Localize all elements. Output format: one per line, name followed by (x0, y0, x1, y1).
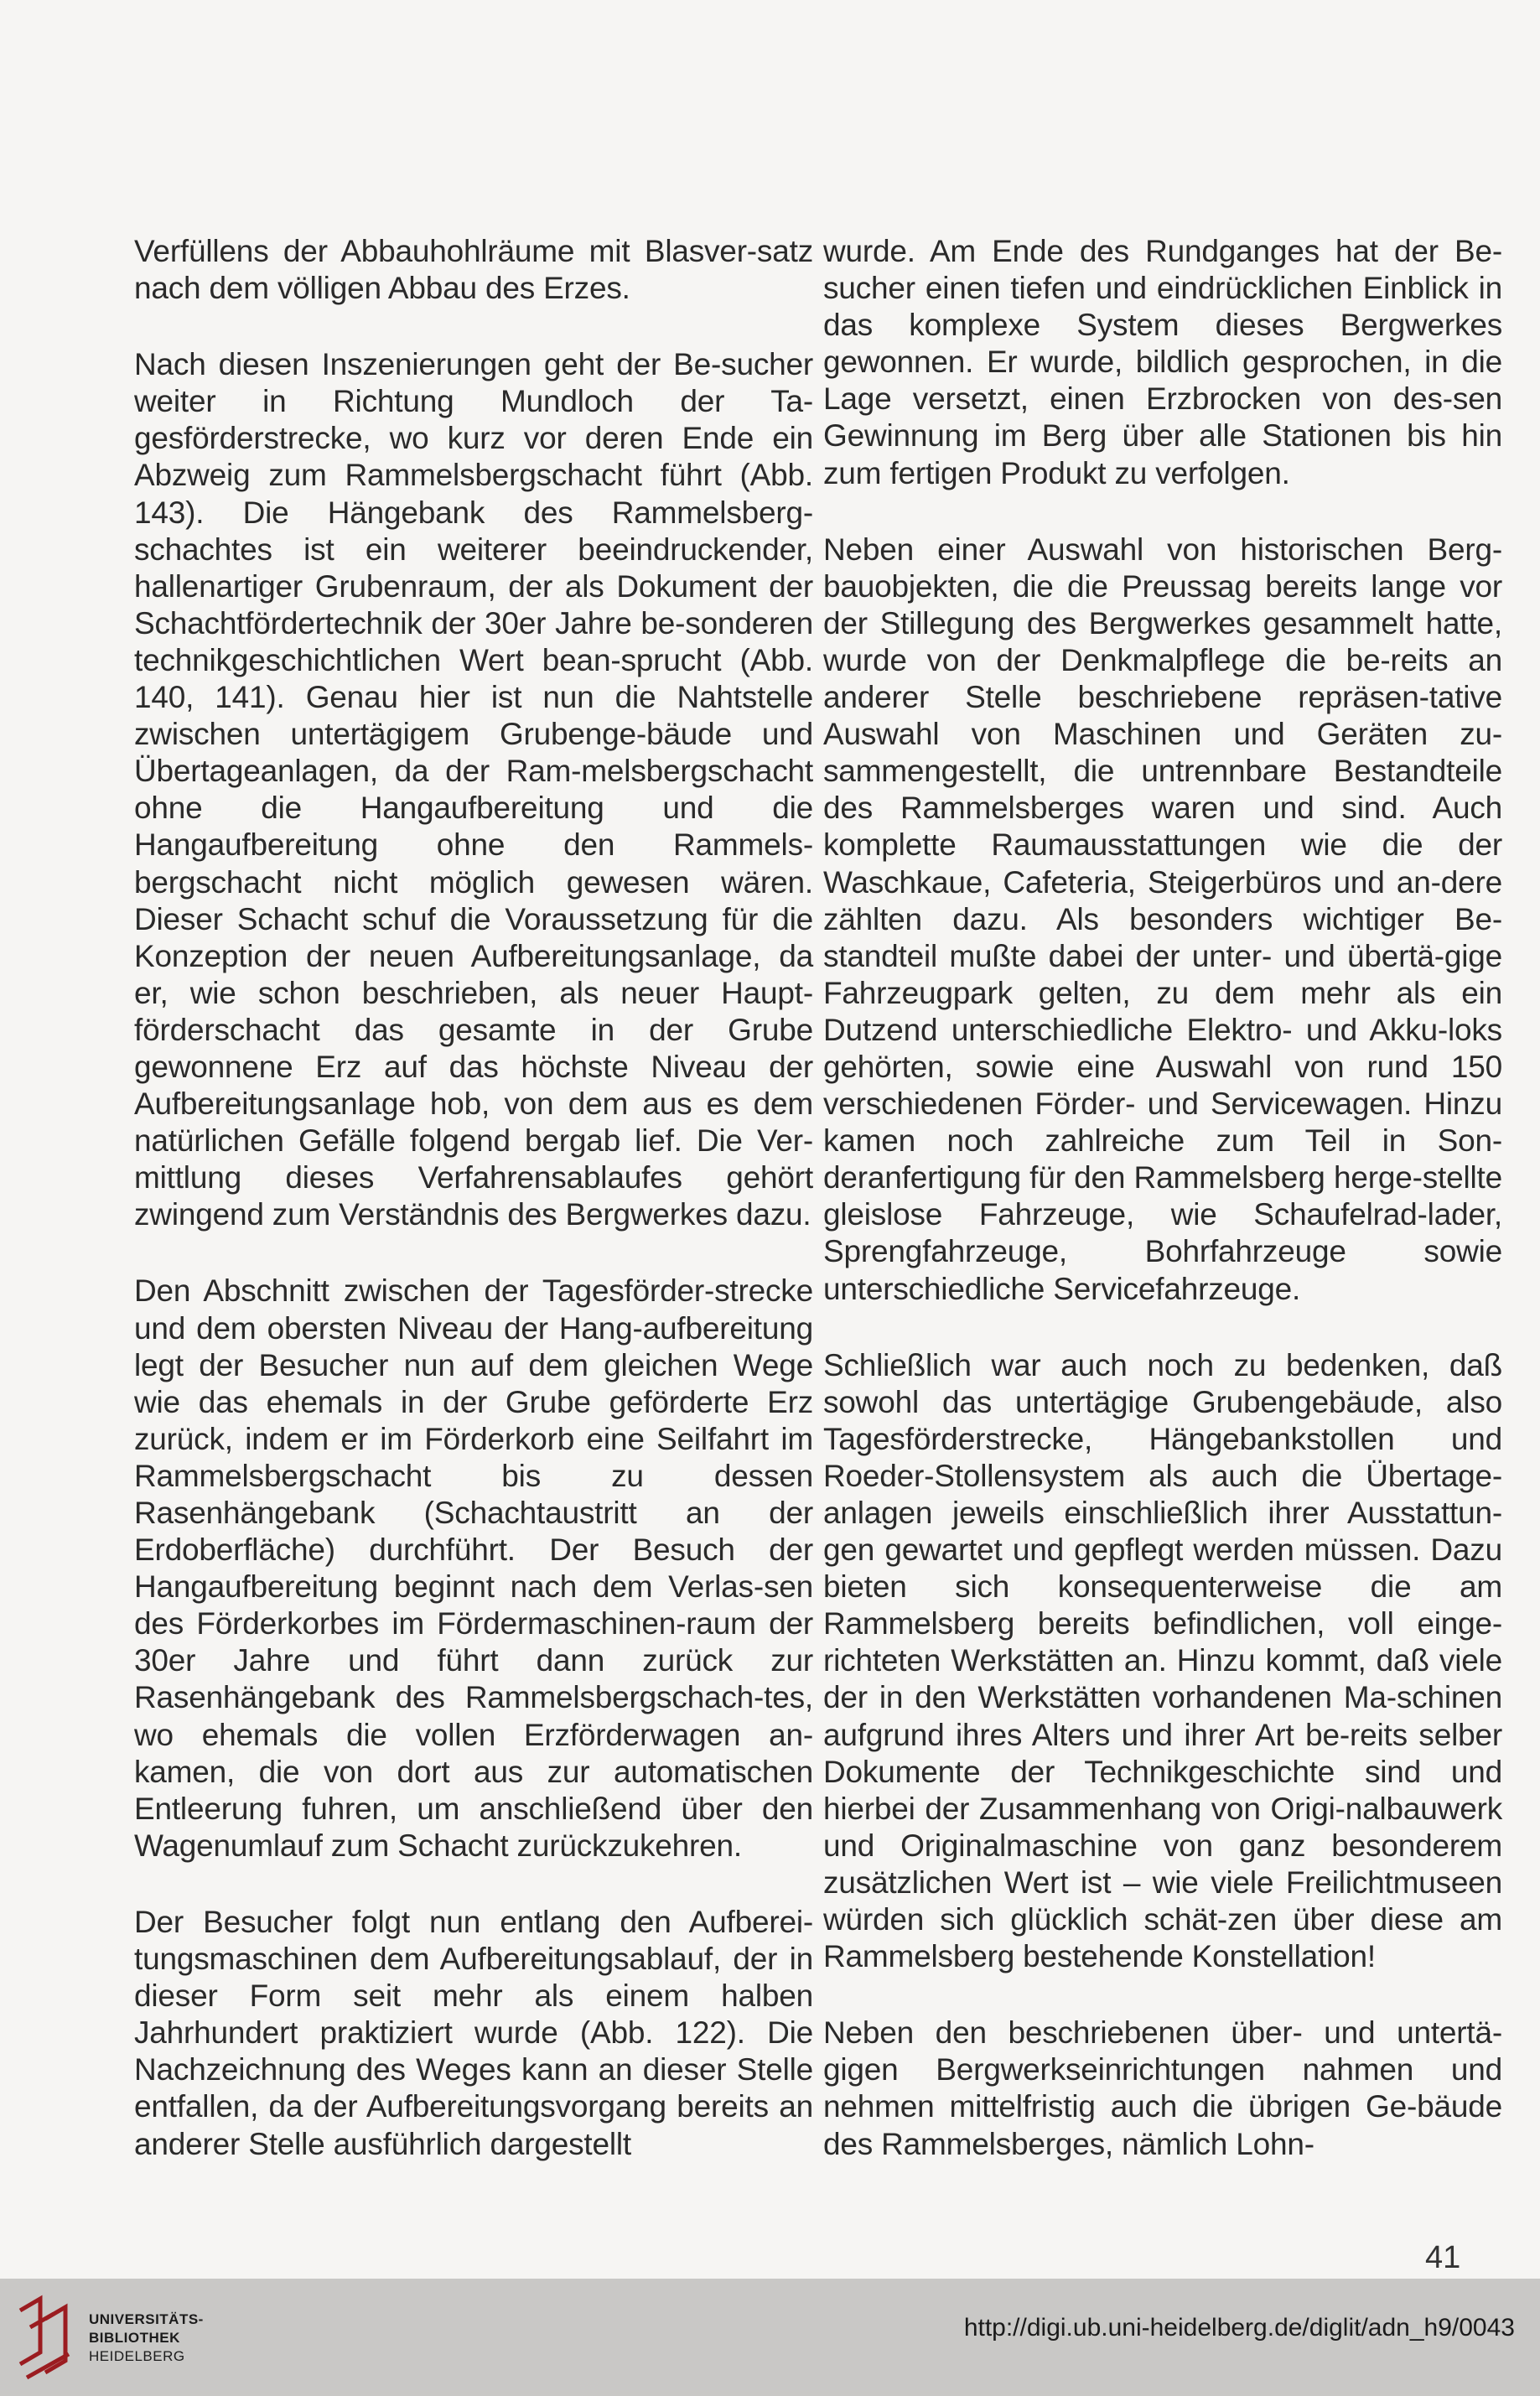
library-footer-bar (0, 2279, 1540, 2396)
left-text-column (134, 233, 813, 2202)
logo-line: BIBLIOTHEK (89, 2330, 180, 2346)
library-logo-text (89, 2310, 204, 2366)
page-number: 41 (1425, 2240, 1461, 2275)
paragraph: Den Abschnitt zwischen der Tagesförder-strecke und dem obersten Niveau der Hang-aufbereitung legt der Besucher nun auf dem gleichen Wege wie das ehemals in der Grube geförderte Erz zurück, indem er im Förderkorb eine Seilfahrt im Rammelsbergschacht bis zu dessen Rasenhängebank (Schachtaustritt an der Erdoberfläche) durchführt. Der Besuch der Hangaufbereitung beginnt nach dem Verlas-sen des Förderkorbes im Fördermaschinen-raum der 30er Jahre und führt dann zurück zur Rasenhängebank des Rammelsbergschach-tes, wo ehemals die vollen Erzförderwagen an-kamen, die von dort aus zur automatischen Entleerung fuhren, um anschließend über den Wagenumlauf zum Schacht zurückzukehren. (134, 1273, 813, 1863)
logo-line: HEIDELBERG (89, 2348, 185, 2364)
library-logo-icon (15, 2294, 75, 2383)
paragraph: Der Besucher folgt nun entlang den Aufberei-tungsmaschinen dem Aufbereitungsablauf, der in dieser Form seit mehr als einem halben Jahrhundert praktiziert wurde (Abb. 122). Die Nachzeichnung des Weges kann an dieser Stelle entfallen, da der Aufbereitungsvorgang bereits an anderer Stelle ausführlich dargestellt (134, 1904, 813, 2161)
paragraph: wurde. Am Ende des Rundganges hat der Be-sucher einen tiefen und eindrücklichen Einblick in das komplexe System dieses Bergwerkes gewonnen. Er wurde, bildlich gesprochen, in die Lage versetzt, einen Erzbrocken von des-sen Gewinnung im Berg über alle Stationen bis hin zum fertigen Produkt zu verfolgen. (823, 234, 1502, 490)
paragraph: Neben einer Auswahl von historischen Berg-bauobjekten, die die Preussag bereits lange vor der Stillegung des Bergwerkes gesammelt hatte, wurde von der Denkmalpflege die be-reits an anderer Stelle beschriebene repräsen-tative Auswahl von Maschinen und Geräten zu-sammengestellt, die untrennbare Bestandteile des Rammelsberges waren und sind. Auch komplette Raumausstattungen wie die der Waschkaue, Cafeteria, Steigerbüros und an-dere zählten dazu. Als besonders wichtiger Be-standteil mußte dabei der unter- und übertä-gige Fahrzeugpark gelten, zu dem mehr als ein Dutzend unterschiedliche Elektro- und Akku-loks gehörten, sowie eine Auswahl von rund 150 verschiedenen Förder- und Servicewagen. Hinzu kamen noch zahlreiche zum Teil in Son-deranfertigung für den Rammelsberg herge-stellte gleislose Fahrzeuge, wie Schaufelrad-lader, Sprengfahrzeuge, Bohrfahrzeuge sowie unterschiedliche Servicefahrzeuge. (823, 532, 1502, 1306)
paragraph: Neben den beschriebenen über- und untertä-gigen Bergwerkseinrichtungen nahmen und nehmen mittelfristig auch die übrigen Ge-bäude des Rammelsberges, nämlich Lohn- (823, 2015, 1502, 2161)
paragraph: Schließlich war auch noch zu bedenken, daß sowohl das untertägige Grubengebäude, also Tagesförderstrecke, Hängebankstollen und Roeder-Stollensystem als auch die Übertage-anlagen jeweils einschließlich ihrer Ausstattun-gen gewartet und gepflegt werden müssen. Dazu bieten sich konsequenterweise die am Rammelsberg bereits befindlichen, voll einge-richteten Werkstätten an. Hinzu kommt, daß viele der in den Werkstätten vorhandenen Ma-schinen aufgrund ihres Alters und ihrer Art be-reits selber Dokumente der Technikgeschichte sind und hierbei der Zusammenhang von Origi-nalbauwerk und Originalmaschine von ganz besonderem zusätzlichen Wert ist – wie viele Freilichtmuseen würden sich glücklich schät-zen über diese am Rammelsberg bestehende Konstellation! (823, 1347, 1502, 1974)
paragraph: Nach diesen Inszenierungen geht der Be-sucher weiter in Richtung Mundloch der Ta-gesförderstrecke, wo kurz vor deren Ende ein Abzweig zum Rammelsbergschacht führt (Abb. 143). Die Hängebank des Rammelsberg-schachtes ist ein weiterer beeindruckender, hallenartiger Grubenraum, der als Dokument der Schachtfördertechnik der 30er Jahre be-sonderen technikgeschichtlichen Wert bean-sprucht (Abb. 140, 141). Genau hier ist nun die Nahtstelle zwischen untertägigem Grubenge-bäude und Übertageanlagen, da der Ram-melsbergschacht ohne die Hangaufbereitung und die Hangaufbereitung ohne den Rammels-bergschacht nicht möglich gewesen wären. Dieser Schacht schuf die Voraussetzung für die Konzeption der neuen Aufbereitungsanlage, da er, wie schon beschrieben, als neuer Haupt-förderschacht das gesamte in der Grube gewonnene Erz auf das höchste Niveau der Aufbereitungsanlage hob, von dem aus es dem natürlichen Gefälle folgend bergab lief. Die Ver-mittlung dieses Verfahrensablaufes gehört zwingend zum Verständnis des Bergwerkes dazu. (134, 347, 813, 1232)
logo-line: UNIVERSITÄTS- (89, 2311, 204, 2327)
source-url-link[interactable]: http://digi.ub.uni-heidelberg.de/diglit/adn_h9/0043 (963, 2314, 1515, 2342)
right-text-column (823, 233, 1502, 2202)
paragraph: Verfüllens der Abbauhohlräume mit Blasver-satz nach dem völligen Abbau des Erzes. (134, 234, 813, 306)
